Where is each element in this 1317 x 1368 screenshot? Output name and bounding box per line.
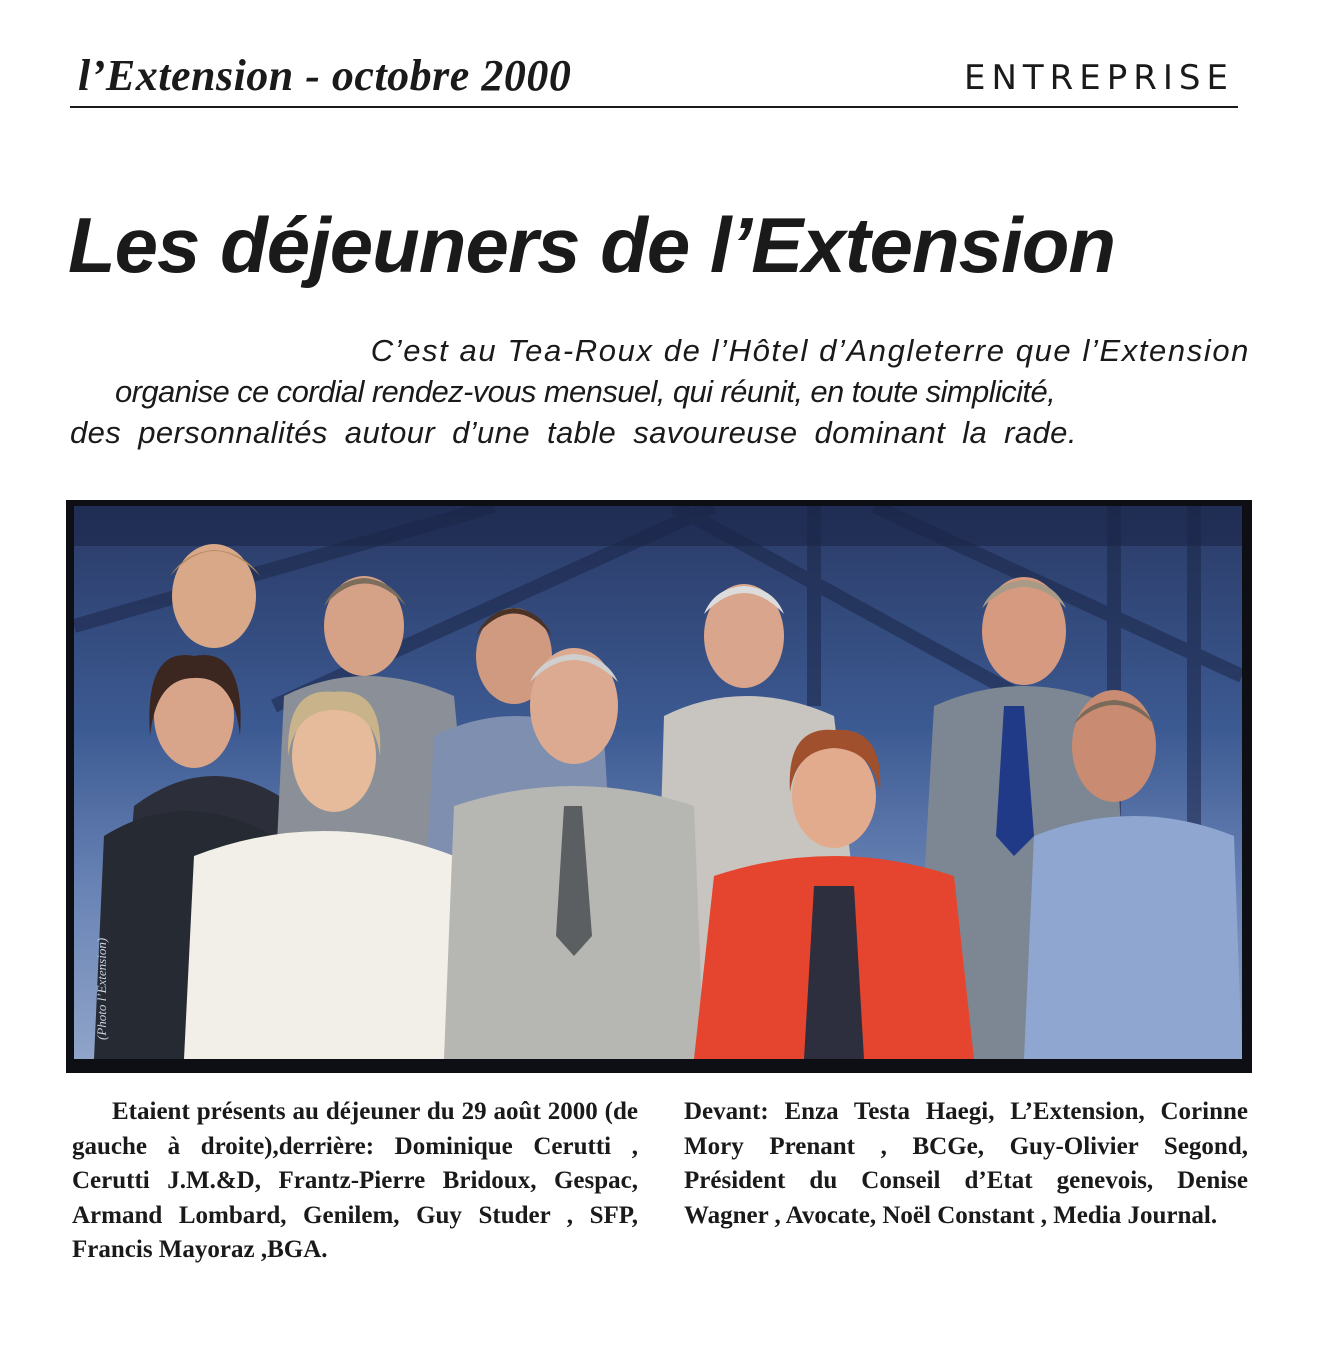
publication-name: l’Extension - octobre 2000 (78, 51, 572, 100)
photo-credit: (Photo l’Extension) (94, 937, 109, 1040)
lede-line-1: C’est au Tea-Roux de l’Hôtel d’Angleterre que l’Extension (370, 333, 1250, 368)
photo-image (74, 506, 1242, 1059)
caption-column-right: Devant: Enza Testa Haegi, L’Extension, Corinne Mory Prenant , BCGe, Guy-Olivier Segond, Président du Conseil d’Etat genevois, Denise Wagner , Avocate, Noël Constant , Media Journal. (684, 1098, 1248, 1229)
lede-line-3: des personnalités autour d’une table savoureuse dominant la rade. (70, 415, 1077, 450)
article-headline: Les déjeuners de l’Extension (68, 201, 1116, 289)
photo-illustration (74, 506, 1242, 1059)
group-photo (66, 500, 1252, 1073)
caption-column-left: Etaient présents au déjeuner du 29 août 2000 (de gauche à droite),derrière: Dominique Cerutti , Cerutti J.M.&D, Frantz-Pierre Bridoux, Gespac, Armand Lombard, Genilem, Guy Studer , SFP, Francis Mayoraz ,BGA. (72, 1098, 638, 1263)
article-lede (70, 330, 1250, 453)
page-header (70, 48, 1238, 108)
section-label: ENTREPRISE (963, 58, 1234, 98)
lede-line-2: organise ce cordial rendez-vous mensuel, qui réunit, en toute simplicité, (115, 374, 1056, 409)
